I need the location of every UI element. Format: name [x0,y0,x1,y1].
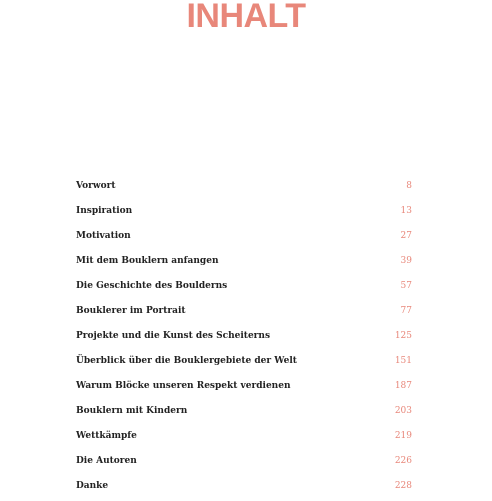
page-title: INHALT [186,0,306,35]
toc-entry [76,451,412,476]
toc-entry-title: Bouklern mit Kindern [76,406,188,416]
toc-entry-title: Die Autoren [76,456,137,466]
toc-entry-title: Projekte und die Kunst des Scheiterns [76,331,271,341]
toc-entry-title: Bouklerer im Portrait [76,306,186,316]
toc-entry [76,351,412,376]
toc-entry-title: Vorwort [76,181,116,191]
toc-entry-title: Motivation [76,231,131,241]
toc-entry-title: Die Geschichte des Boulderns [76,281,228,291]
toc-entry-page: 8 [406,181,412,191]
toc-entry-page: 187 [394,381,412,391]
toc-entry [76,401,412,426]
toc-entry-title: Wettkämpfe [76,431,137,441]
toc-entry-page: 151 [394,356,412,366]
toc-entry-title: Überblick über die Bouklergebiete der Welt [76,356,297,366]
toc-entry [76,326,412,351]
toc-entry [76,176,412,201]
toc-entry-page: 228 [394,481,412,491]
toc-entry-page: 13 [400,206,412,216]
toc-entry [76,226,412,251]
toc-entry-page: 39 [400,256,412,266]
toc-entry [76,251,412,276]
toc-entry-title: Inspiration [76,206,133,216]
toc-entry-title: Danke [76,481,109,491]
toc-entry-page: 219 [394,431,412,441]
toc-entry-title: Mit dem Bouklern anfangen [76,256,219,266]
toc-entry [76,376,412,401]
table-of-contents [76,176,412,501]
toc-entry [76,426,412,451]
toc-entry-page: 27 [400,231,412,241]
toc-entry-page: 77 [400,306,412,316]
toc-entry-page: 57 [400,281,412,291]
toc-entry-page: 125 [394,331,412,341]
toc-entry-title: Warum Blöcke unseren Respekt verdienen [76,381,291,391]
toc-entry-page: 226 [394,456,412,466]
toc-entry [76,276,412,301]
toc-entry [76,301,412,326]
toc-entry [76,476,412,501]
toc-entry [76,201,412,226]
toc-entry-page: 203 [394,406,412,416]
